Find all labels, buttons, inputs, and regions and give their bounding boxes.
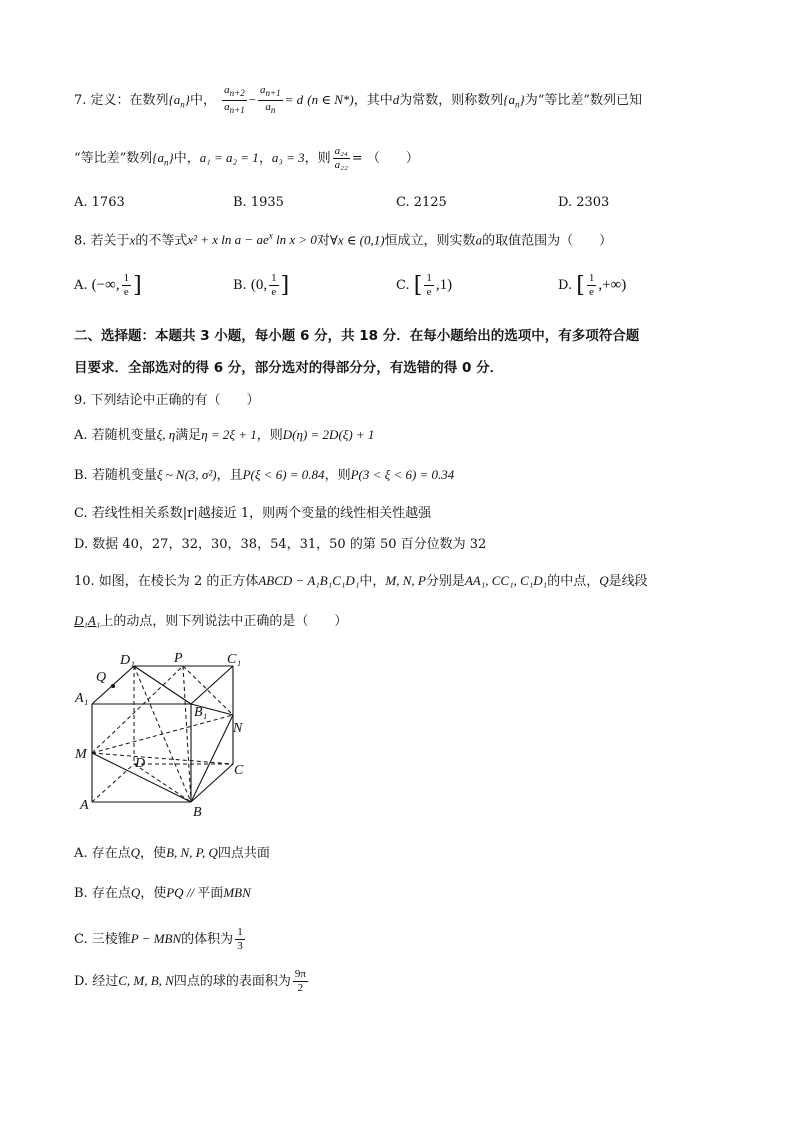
q9-b-dist: ξ ~ N(3, σ²)	[156, 467, 217, 482]
q10-l1-e: 是线段	[608, 574, 648, 589]
q8-option-a-left: (−∞,	[91, 277, 120, 293]
q9-b-mid: ，且	[216, 468, 243, 483]
q7-line1	[74, 84, 642, 117]
q8-option-d-left: [	[576, 273, 585, 298]
q8-option-b-frac: $\frac{1}{e}$	[271, 272, 277, 298]
q9-a-vars: ξ, η	[156, 427, 176, 442]
q10-d-prefix: D. 经过	[74, 974, 119, 989]
q7-a3: a₃ = 3	[271, 150, 305, 165]
point-q	[111, 684, 115, 688]
q9-a-prefix: A. 若随机变量	[74, 428, 157, 443]
q10-option-a	[74, 846, 270, 860]
q10-l1-b: 中，	[359, 574, 386, 589]
q8-text-c: 对	[316, 233, 330, 249]
q8-option-b	[233, 272, 289, 299]
q10-l1-a: 10. 如图，在棱长为 2 的正方体	[74, 574, 259, 589]
q9-a-result: D(η) = 2D(ξ) + 1	[282, 427, 375, 442]
q10-c-fraction: $\frac{1}{3}$	[237, 926, 243, 952]
q7-a1a2: a₁ = a₂ = 1	[199, 150, 259, 165]
edge-b1-c1	[191, 666, 233, 704]
q10-l1-d: 的中点，	[547, 574, 600, 589]
q8-forall: ∀x ∈ (0,1)	[329, 232, 385, 248]
q7-seq2: $\{a_n\}$	[503, 92, 525, 110]
q7-comma1: ，	[258, 151, 272, 166]
q8-text-a: 8. 若关于	[74, 233, 130, 249]
q8-x: x	[129, 232, 136, 248]
q8-option-b-left: (0,	[250, 277, 268, 293]
q7-number: 7.	[74, 93, 87, 109]
q7-frac2: $\frac{a_{n+1}}{a_n}$	[260, 84, 281, 116]
q8-option-c-frac: $\frac{1}{e}$	[426, 272, 432, 298]
q10-edges: AA₁, CC₁, C₁D₁	[464, 573, 548, 588]
label-a: A	[80, 798, 89, 813]
q9-a-mid: 满足	[175, 428, 202, 443]
section2-line2: 目要求．全部选对的得 6 分，部分选对的得部分分，有选错的得 0 分．	[74, 360, 504, 376]
q10-c-prefix: C. 三棱锥	[74, 932, 131, 947]
q10-l1-c: 分别是	[425, 574, 465, 589]
q7-minus: −	[248, 92, 257, 108]
q8-stem	[74, 232, 612, 247]
q7-seq: $\{a_n\}$	[168, 92, 190, 110]
q8-option-b-label: B.	[233, 278, 247, 293]
q7-tail3: 为“等比差”数列已知	[524, 93, 642, 109]
q9-b-p1: P(ξ < 6) = 0.84	[242, 467, 325, 482]
segment-p-b	[183, 666, 191, 802]
q10-b-relation: PQ //	[166, 885, 198, 900]
section2-line1: 二、选择题：本题共 3 小题，每小题 6 分，共 18 分．在每小题给出的选项中，有多项符合题	[74, 328, 640, 344]
q10-b-prefix: B. 存在点	[74, 886, 131, 901]
q10-c-mid: 的体积为	[181, 932, 234, 947]
q10-d-points: C, M, B, N	[118, 973, 174, 988]
q10-a-tail: 四点共面	[217, 846, 270, 861]
q9-option-a	[74, 428, 374, 442]
q10-a-points: B, N, P, Q	[166, 845, 218, 860]
q8-option-a-frac: $\frac{1}{e}$	[123, 272, 130, 298]
q10-b-mid: ，使	[140, 886, 167, 901]
q10-option-d	[74, 968, 310, 995]
q10-mnp: M, N, P	[385, 573, 426, 588]
label-d1: D₁	[120, 653, 135, 668]
q7-line2-mid: 中，	[173, 151, 200, 166]
q8-option-c-label: C.	[396, 278, 410, 293]
q8-option-a-right: ]	[133, 273, 142, 298]
q10-a-mid: ，使	[140, 846, 167, 861]
label-d: D	[135, 756, 146, 771]
q10-segment: D₁A₁	[74, 613, 101, 628]
q7-line2	[74, 145, 419, 172]
q10-c-name: P − MBN	[130, 931, 182, 946]
q10-option-c	[74, 926, 247, 953]
q7-lead: 定义：在数列	[90, 93, 169, 109]
q10-line1	[74, 574, 648, 588]
q9-b-p2: P(3 < ξ < 6) = 0.34	[350, 467, 455, 482]
q8-text-b: 的不等式	[135, 233, 188, 249]
q8-option-a-label: A.	[74, 278, 88, 293]
label-c1: C₁	[227, 652, 242, 667]
q7-d: d	[392, 92, 400, 108]
q8-a: a	[475, 232, 483, 248]
q10-line2-rest: 上的动点，则下列说法中正确的是（ ）	[100, 614, 348, 629]
q8-option-c-right: ,1)	[435, 277, 453, 293]
q7-line2-start: “等比差”数列	[74, 151, 153, 166]
q8-option-d-label: D.	[558, 278, 573, 293]
q10-a-q: Q	[130, 845, 141, 860]
cube-figure	[70, 652, 260, 822]
label-q: Q	[96, 670, 107, 685]
q10-b-name: MBN	[223, 885, 251, 900]
q10-a-prefix: A. 存在点	[74, 846, 131, 861]
q7-option-c: C. 2125	[396, 195, 447, 210]
edge-b-c	[191, 764, 233, 802]
q7-eq-d: = d	[284, 92, 304, 108]
q9-option-c: C. 若线性相关系数|r|越接近 1，则两个变量的线性相关性越强	[74, 506, 432, 521]
q7-tail1: ，其中	[353, 93, 393, 109]
q9-option-d: D. 数据 40，27，32，30，38，54，31，50 的第 50 百分位数为 32	[74, 537, 487, 552]
q7-frac1: $\frac{a_{n+2}}{a_{n+1}}$	[224, 84, 245, 116]
q7-zhong: 中，	[189, 93, 216, 109]
q7-condition: (n ∈ N*)	[307, 92, 354, 108]
label-n: N	[233, 721, 243, 736]
q10-cube: ABCD − A₁B₁C₁D₁	[258, 573, 360, 588]
q8-text-e: 的取值范围为（ ）	[482, 233, 613, 249]
label-m: M	[75, 747, 87, 762]
q7-ratio-tail: = （ ）	[351, 151, 419, 166]
q7-option-b: B. 1935	[233, 195, 284, 210]
q9-b-prefix: B. 若随机变量	[74, 468, 157, 483]
q10-b-q: Q	[130, 885, 141, 900]
segment-d1-b1	[134, 666, 191, 704]
q8-option-c	[396, 272, 452, 299]
q8-inequality: x² + x $\ln a - ae^x$ ln x > 0	[187, 231, 317, 248]
q7-comma2: ，则	[304, 151, 331, 166]
q7-option-a: A. 1763	[74, 195, 125, 210]
q8-option-a	[74, 272, 142, 299]
q7-ratio: $\frac{\text{a₂₄}}{\text{a₂₂}}$	[334, 145, 348, 171]
q7-seq3: $\{a_n\}$	[152, 150, 174, 168]
q10-q: Q	[599, 573, 609, 588]
q10-d-mid: 四点的球的表面积为	[173, 974, 291, 989]
q9-option-b	[74, 468, 454, 482]
q10-line2	[74, 614, 347, 628]
q8-option-b-right: ]	[280, 273, 290, 298]
q8-option-d-frac: $\frac{1}{e}$	[588, 272, 595, 298]
q9-b-then: ，则	[324, 468, 351, 483]
label-p: P	[174, 652, 183, 666]
q8-option-d-right: ,+∞)	[598, 277, 627, 293]
q7-option-d: D. 2303	[558, 195, 610, 210]
q10-d-fraction: $\frac{9\pi}{2}$	[294, 968, 306, 994]
edge-a-d	[92, 764, 134, 802]
label-b1: B₁	[194, 705, 208, 720]
label-b: B	[193, 805, 202, 820]
segment-b-n	[191, 715, 233, 802]
q9-a-eq: η = 2ξ + 1	[201, 427, 257, 442]
label-c: C	[234, 763, 244, 778]
q7-tail2: 为常数，则称数列	[399, 93, 504, 109]
segment-d1-b	[134, 666, 191, 802]
q9-stem: 9. 下列结论中正确的有（ ）	[74, 393, 260, 408]
q10-option-b	[74, 886, 251, 900]
q10-b-plane: 平面	[197, 886, 224, 901]
q8-option-c-left: [	[413, 273, 423, 298]
q9-a-then: ，则	[256, 428, 283, 443]
label-a1: A₁	[75, 691, 89, 706]
q8-option-d	[558, 272, 626, 299]
q8-text-d: 恒成立，则实数	[384, 233, 476, 249]
